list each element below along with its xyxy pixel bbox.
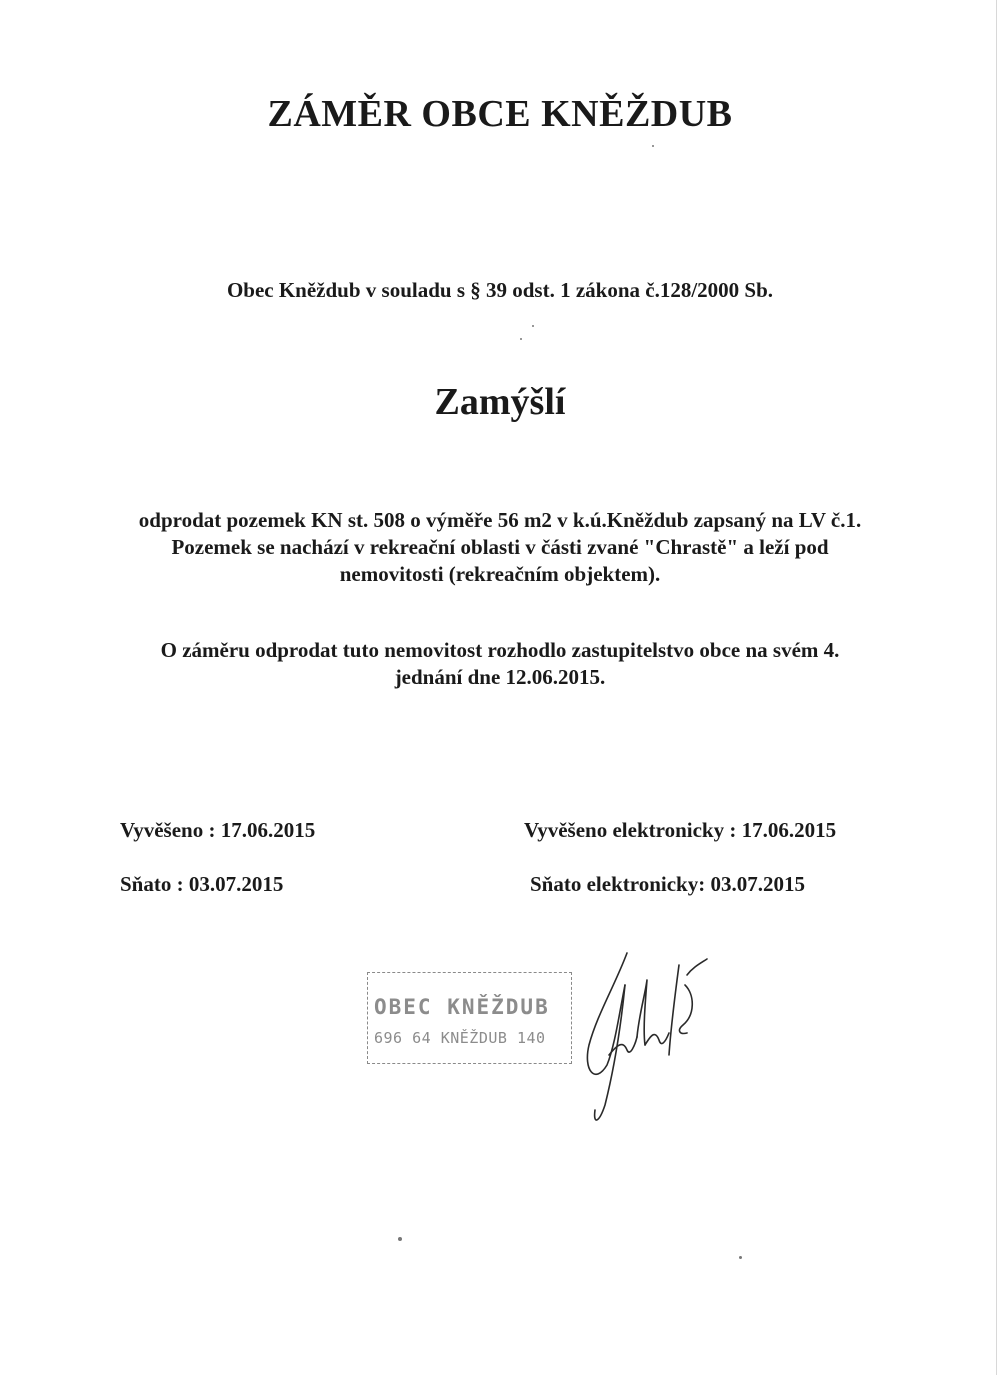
stamp-address: 696 64 KNĚŽDUB 140 <box>374 1029 546 1047</box>
posted-electronic-date: Vyvěšeno elektronicky : 17.06.2015 <box>524 818 837 842</box>
property-description <box>0 507 1000 588</box>
property-description-line: Pozemek se nachází v rekreační oblasti v části zvané "Chrastě" a leží pod <box>171 535 829 559</box>
scan-speck <box>398 1237 402 1241</box>
intent-heading: Zamýšlí <box>434 381 566 423</box>
scan-speck <box>739 1256 742 1259</box>
posted-date: Vyvěšeno : 17.06.2015 <box>120 818 316 842</box>
scan-speck <box>532 325 534 327</box>
council-decision-line: jednání dne 12.06.2015. <box>394 665 606 689</box>
scan-speck <box>520 338 522 340</box>
council-decision-text <box>0 637 1000 691</box>
removed-date: Sňato : 03.07.2015 <box>120 872 284 896</box>
municipal-stamp <box>367 972 572 1064</box>
legal-basis-text: Obec Kněždub v souladu s § 39 odst. 1 zákona č.128/2000 Sb. <box>226 278 774 302</box>
property-description-line: nemovitosti (rekreačním objektem). <box>339 562 661 586</box>
property-description-line: odprodat pozemek KN st. 508 o výměře 56 m2 v k.ú.Kněždub zapsaný na LV č.1. <box>138 508 862 532</box>
council-decision-line: O záměru odprodat tuto nemovitost rozhodlo zastupitelstvo obce na svém 4. <box>160 638 840 662</box>
scan-speck <box>652 145 654 147</box>
removed-electronic-date: Sňato elektronicky: 03.07.2015 <box>530 872 805 896</box>
handwritten-signature-icon <box>575 945 725 1130</box>
document-title: ZÁMĚR OBCE KNĚŽDUB <box>267 93 733 135</box>
stamp-name: OBEC KNĚŽDUB <box>374 995 550 1019</box>
